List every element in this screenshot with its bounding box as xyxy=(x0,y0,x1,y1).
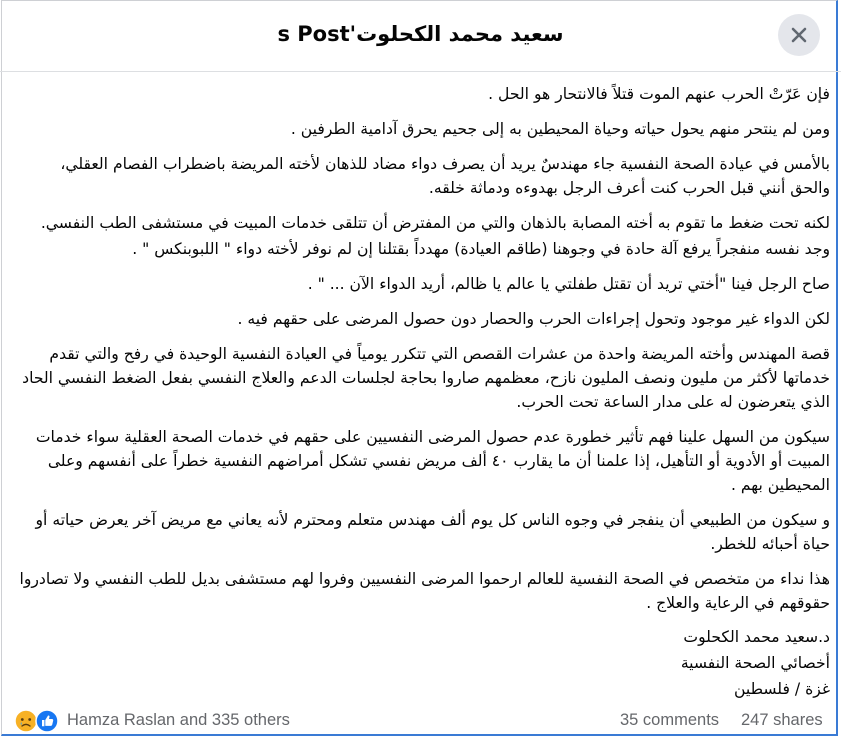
post-paragraph: و سيكون من الطبيعي أن ينفجر في وجوه الناس كل يوم ألف مهندس متعلم ومحترم لأنه يعاني مع مريض آخر يعرض حياته أو حياة أحبائه للخطر. xyxy=(35,511,830,553)
reaction-icons[interactable] xyxy=(14,709,62,733)
close-icon xyxy=(789,25,809,45)
signature-title: أخصائي الصحة النفسية xyxy=(680,654,830,672)
post-body xyxy=(18,82,830,702)
post-paragraph: هذا نداء من متخصص في الصحة النفسية للعالم ارحموا المرضى النفسيين وفروا لهم مستشفى بديل للطب النفسي ولا تصادروا حقوقهم في الرعاية والعلاج . xyxy=(19,570,830,612)
post-signature xyxy=(18,624,830,702)
post-paragraph: وجد نفسه منفجراً يرفع آلة حادة في وجوهنا (طاقم العيادة) مهدداً بقتلنا إن لم نوفر لأخته دواء " اللبوبنكس " . xyxy=(132,240,830,258)
signature-name: د.سعيد محمد الكحلوت xyxy=(683,628,830,646)
post-paragraph: ومن لم ينتحر منهم يحول حياته وحياة المحيطين به إلى جحيم يحرق آدامية الطرفين . xyxy=(290,120,830,138)
post-paragraph: فإن عَرّتْ الحرب عنهم الموت قتلاً فالانتحار هو الحل . xyxy=(488,85,830,103)
reactors-text[interactable]: Hamza Raslan and 335 others xyxy=(67,711,290,729)
post-paragraph: قصة المهندس وأخته المريضة واحدة من عشرات القصص التي تتكرر يومياً في العيادة النفسية الوحيدة في رفح والتي تقدم خدماتها لأكثر من مليون ونصف المليون نازح، معظمهم صاروا بحاجة لجلسات الدعم والعلاج النفسي بفعل الضغط النفسي الحاد الذي يتعرضون له على مدار الساعة تحت الحرب. xyxy=(22,345,830,411)
shares-count[interactable]: 247 shares xyxy=(741,711,823,729)
post-paragraph: بالأمس في عيادة الصحة النفسية جاء مهندسٌ يريد أن يصرف دواء مضاد للذهان لأخته المريضة باضطراب الفصام العقلي، والحق أنني قبل الحرب كنت أعرف الرجل بهدوءه ودماثة خلقه. xyxy=(60,155,830,197)
post-paragraph: صاح الرجل فينا "أختي تريد أن تقتل طفلتي يا عالم يا ظالم، أريد الدواء الآن ... " . xyxy=(307,275,830,293)
signature-location: غزة / فلسطين xyxy=(734,680,830,698)
dialog-header xyxy=(0,0,841,72)
post-paragraph: سيكون من السهل علينا فهم تأثير خطورة عدم حصول المرضى النفسيين على حقهم في خدمات الصحة العقلية سواء خدمات المبيت أو الأدوية أو التأهيل، إذا علمنا أن ما يقارب ٤٠ ألف مريض نفسي تشكل أمراضهم النفسية خطراً على أنفسهم وعلى المحيطين بهم . xyxy=(35,428,830,494)
close-button[interactable] xyxy=(778,14,820,56)
dialog-title: سعيد محمد الكحلوت's Post xyxy=(277,22,564,46)
post-paragraph: لكن الدواء غير موجود وتحول إجراءات الحرب والحصار دون حصول المرضى على حقهم فيه . xyxy=(237,310,830,328)
post-paragraph: لكنه تحت ضغط ما تقوم به أخته المصابة بالذهان والتي من المفترض أن تتلقى خدمات المبيت في مستشفى الطب النفسي. xyxy=(40,214,830,232)
comments-count[interactable]: 35 comments xyxy=(620,711,720,729)
like-reaction-icon xyxy=(35,709,59,733)
post-footer xyxy=(0,707,841,736)
